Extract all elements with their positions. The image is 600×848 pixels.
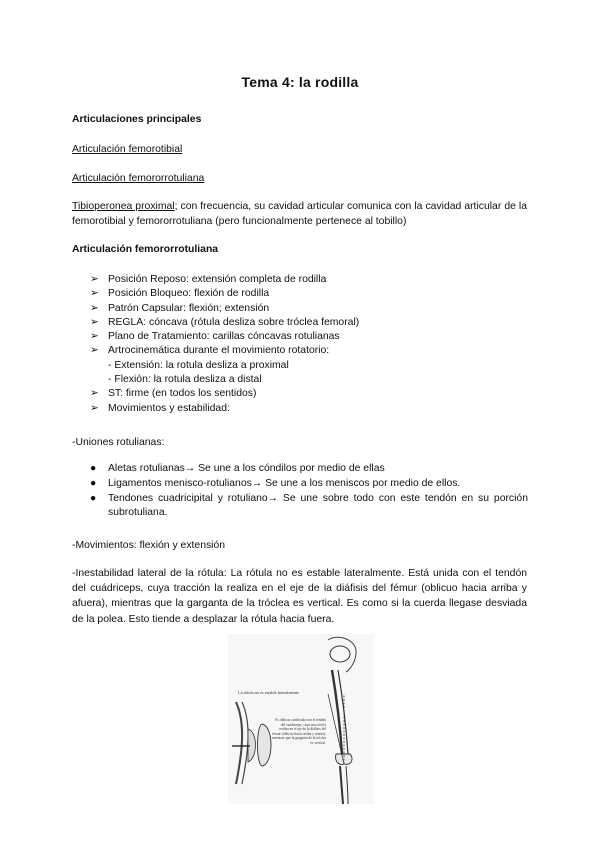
figure-note: Es oblicuo, unificada con el tendón del cuadriceps, cuya tracción la realiza en el eje de la diáfisis del fémur (oblicuo hacia arriba y afuera), mientras que la garganta de la tróclea es vertical. <box>272 718 326 745</box>
bullet-list <box>90 462 528 521</box>
link-femorotibial: Articulación femorotibial <box>72 144 183 155</box>
knee-illustration <box>228 634 374 804</box>
arrow-list-item: ➢ ST: firme (en todos los sentidos) <box>90 387 530 401</box>
bullet-list-item: ● Aletas rotulianas→ Se une a los cóndilos por medio de ellas <box>90 462 528 477</box>
bullet-list-item: ● Ligamentos menisco-rotulianos→ Se une a los meniscos por medio de ellos. <box>90 477 528 492</box>
arrow-sub-item: - Flexión: la rotula desliza a distal <box>108 374 262 386</box>
arrow-bullet-icon: ➢ <box>90 274 99 285</box>
arrow-list-item: ➢ Posición Bloqueo: flexión de rodilla <box>90 287 530 301</box>
movimientos-text: -Movimientos: flexión y extensión <box>72 540 226 551</box>
bullet-dot-icon: ● <box>90 477 97 489</box>
arrow-bullet-icon: ➢ <box>90 316 99 328</box>
tibioperonea-paragraph <box>72 199 527 229</box>
arrow-bullet-icon: ➢ <box>90 288 99 300</box>
femororrotuliana-heading: Articulación femororrotuliana <box>72 244 219 255</box>
figure-caption: La rótula no es estable lateralmente <box>238 690 299 695</box>
tibioperonea-term: Tibioperonea proximal <box>72 201 175 212</box>
arrow-bullet-icon: ➢ <box>90 331 99 343</box>
inestabilidad-paragraph: -Inestabilidad lateral de la rótula: La rótula no es estable lateralmente. Está unida con el tendón del cuádriceps, cuya tracción la realiza en el eje de la diáfisis del fémur (oblicuo hacia arriba y afuera), mientras que la garganta de la tróclea es vertical. Es como si la cuerda llegase desviada de la polea. Esto tiende a desplazar la rótula hacia fuera. <box>72 568 527 625</box>
uniones-heading: -Uniones rotulianas: <box>72 437 165 448</box>
main-heading: Articulaciones principales <box>72 114 202 125</box>
page-title: Tema 4: la rodilla <box>241 74 359 90</box>
arrow-list <box>90 273 530 416</box>
bullet-list-item: ● Tendones cuadricipital y rotuliano→ Se une sobre todo con este tendón en su porción subrotuliana. <box>90 492 528 519</box>
arrow-list-item: ➢ Plano de Tratamiento: carillas cóncavas rotulianas <box>90 330 530 344</box>
arrow-bullet-icon: ➢ <box>90 302 99 314</box>
arrow-list-item: ➢ REGLA: cóncava (rótula desliza sobre tróclea femoral) <box>90 316 530 330</box>
link-femororrotuliana: Articulación femororrotuliana <box>72 173 205 184</box>
arrow-list-item: ➢ Movimientos y estabilidad: <box>90 402 530 416</box>
arrow-sub-item: - Extensión: la rotula desliza a proximal <box>108 359 289 371</box>
bullet-dot-icon: ● <box>90 463 97 474</box>
arrow-list-item: ➢ Patrón Capsular: flexión; extensión <box>90 302 530 316</box>
arrow-list-item: ➢ Artrocinemática durante el movimiento rotatorio: <box>90 344 530 358</box>
arrow-bullet-icon: ➢ <box>90 402 99 414</box>
bullet-dot-icon: ● <box>90 492 97 504</box>
arrow-bullet-icon: ➢ <box>90 345 99 357</box>
arrow-bullet-icon: ➢ <box>90 388 99 400</box>
arrow-list-item: ➢ Posición Reposo: extensión completa de rodilla <box>90 273 530 287</box>
tibioperonea-text: ; con frecuencia, su cavidad articular comunica con la cavidad articular de la femorotibial y femororrotuliana (pero funcionalmente pertenece al tobillo) <box>72 201 528 227</box>
